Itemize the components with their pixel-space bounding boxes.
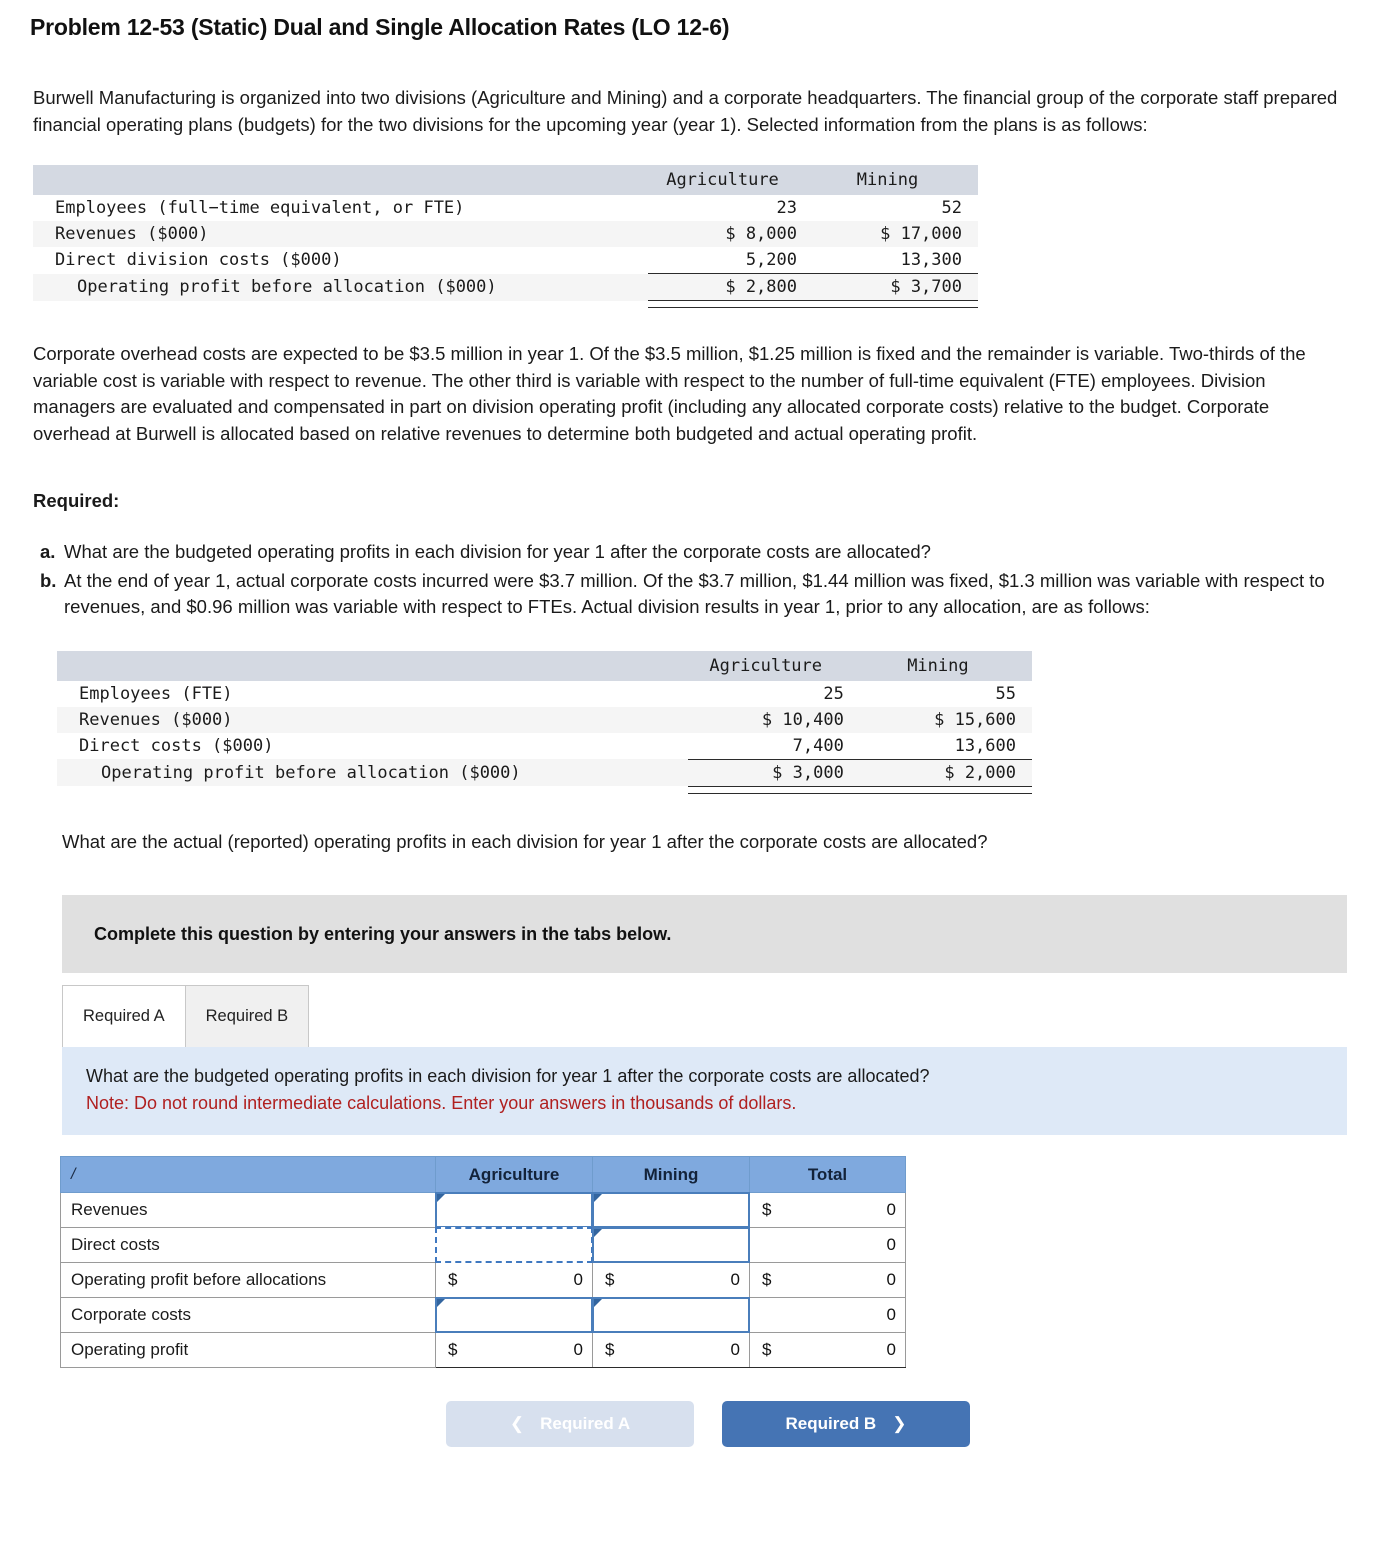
currency-symbol: $ [762, 1200, 772, 1219]
input-corporate-costs-mining[interactable] [593, 1298, 750, 1333]
cell-marker-triangle-icon [437, 1194, 445, 1202]
problem-page [0, 14, 1380, 1548]
tab-required-b[interactable] [185, 985, 310, 1047]
cell-agriculture: 25 [823, 683, 844, 704]
table-row-total [57, 759, 1032, 786]
table-row [33, 195, 978, 221]
answer-row-operating-profit-before [61, 1263, 906, 1298]
cell-agriculture: $ 8,000 [648, 221, 813, 247]
requirement-a [40, 539, 1340, 566]
requirement-text: At the end of year 1, actual corporate costs incurred were $3.7 million. Of the $3.7 million, $1.44 million was fixed, $1.3 million was variable with respect to revenues, and $0.96 million was variable with respect to FTEs. Actual division results in year 1, prior to any allocation, are as follows: [64, 569, 1325, 617]
input-border-selected [435, 1227, 593, 1263]
budget-table [33, 165, 978, 308]
value-amount: 0 [886, 1200, 896, 1219]
cell-agriculture: 7,400 [792, 735, 844, 756]
instruction-question: What are the budgeted operating profits in each division for year 1 after the corporate costs are allocated? [86, 1066, 930, 1086]
cell-agriculture: 5,200 [745, 250, 797, 270]
answer-row-label: Direct costs [61, 1228, 436, 1263]
overhead-paragraph: Corporate overhead costs are expected to be $3.5 million in year 1. Of the $3.5 million, $1.25 million is fixed and the remainder is variable. Two-thirds of the variable cost is variable with respect to revenue. The other third is variable with respect to the number of full-time equivalent (FTE) employees. Division managers are evaluated and compensated in part on division operating profit (including any allocated corporate costs) relative to the budget. Corporate overhead at Burwell is allocated based on relative revenues to determine both budgeted and actual operating profit. [33, 343, 1306, 444]
prev-button-label: Required A [540, 1414, 631, 1433]
col-header-blank [57, 651, 688, 681]
currency-symbol: $ [762, 1340, 772, 1359]
currency-symbol: $ [605, 1270, 615, 1289]
table-double-rule [33, 301, 978, 308]
complete-question-banner [62, 895, 1347, 973]
tab-label: Required A [83, 1007, 165, 1025]
cell-mining: 13,300 [900, 250, 962, 270]
answer-row-label: Corporate costs [61, 1298, 436, 1333]
col-header-mining: Mining [860, 651, 1032, 681]
input-border [592, 1297, 750, 1333]
row-label: Direct costs ($000) [79, 735, 274, 756]
value-amount: 0 [886, 1270, 896, 1289]
cell-marker-triangle-icon [437, 1299, 445, 1307]
banner-text: Complete this question by entering your answers in the tabs below. [94, 923, 672, 944]
tab-required-a[interactable] [62, 985, 186, 1047]
answer-header-row [61, 1157, 906, 1193]
answer-row-direct-costs [61, 1228, 906, 1263]
value-amount: 0 [886, 1235, 896, 1254]
next-required-b-button[interactable] [722, 1401, 970, 1447]
answer-row-revenues [61, 1193, 906, 1228]
table-header-row [57, 651, 1032, 681]
input-border [592, 1227, 750, 1263]
table-row [57, 707, 1032, 733]
answer-col-header-mining: Mining [593, 1157, 750, 1193]
cell-marker-triangle-icon [594, 1194, 602, 1202]
cell-agriculture: $ 2,800 [648, 274, 813, 301]
input-direct-costs-mining[interactable] [593, 1228, 750, 1263]
cell-marker-triangle-icon [594, 1299, 602, 1307]
requirement-marker: a. [40, 541, 56, 562]
instruction-note: Note: Do not round intermediate calculations. Enter your answers in thousands of dollars. [86, 1093, 797, 1113]
value-opbefore-mining [593, 1263, 750, 1298]
value-amount: 0 [730, 1270, 740, 1289]
input-revenues-mining[interactable] [593, 1193, 750, 1228]
table-row [57, 733, 1032, 760]
table-row [33, 221, 978, 247]
page-title: Problem 12-53 (Static) Dual and Single Allocation Rates (LO 12-6) [30, 14, 730, 40]
tab-label: Required B [205, 1007, 289, 1025]
table-header-row [33, 165, 978, 195]
currency-symbol: $ [605, 1340, 615, 1359]
navigation-buttons [0, 1401, 1380, 1447]
requirement-marker: b. [40, 569, 57, 591]
col-header-blank [33, 165, 648, 195]
tab-bar [62, 985, 1347, 1047]
row-label: Direct division costs ($000) [55, 250, 342, 271]
value-amount: 0 [886, 1340, 896, 1359]
cell-agriculture: $ 3,000 [688, 759, 860, 786]
cell-mining: 13,600 [954, 735, 1016, 756]
row-label: Employees (FTE) [79, 683, 233, 704]
answer-row-label: Operating profit [61, 1333, 436, 1368]
input-direct-costs-agriculture[interactable] [436, 1228, 593, 1263]
value-opprofit-agriculture [436, 1333, 593, 1368]
cell-agriculture: $ 10,400 [688, 707, 860, 733]
value-opbefore-total [750, 1263, 906, 1298]
answer-col-header-agriculture: Agriculture [436, 1157, 593, 1193]
value-revenues-total [750, 1193, 906, 1228]
table-row [57, 681, 1032, 707]
cell-marker-triangle-icon [594, 1229, 602, 1237]
cell-mining: 55 [995, 683, 1016, 704]
answer-entry-table [60, 1156, 906, 1368]
cell-mining: $ 3,700 [813, 274, 978, 301]
required-heading: Required: [33, 490, 120, 511]
actual-question-paragraph: What are the actual (reported) operating profits in each division for year 1 after the corporate costs are allocated? [62, 830, 988, 852]
col-header-agriculture: Agriculture [648, 165, 813, 195]
table-row [33, 247, 978, 274]
prev-required-a-button[interactable] [446, 1401, 694, 1447]
value-opprofit-mining [593, 1333, 750, 1368]
answer-col-header-slash: / [61, 1157, 436, 1193]
row-label: Employees (full−time equivalent, or FTE) [55, 198, 465, 218]
input-revenues-agriculture[interactable] [436, 1193, 593, 1228]
value-amount: 0 [730, 1340, 740, 1359]
answer-row-label: Operating profit before allocations [61, 1263, 436, 1298]
value-corporate-costs-total [750, 1298, 906, 1333]
instruction-panel [62, 1047, 1347, 1135]
value-amount: 0 [573, 1270, 583, 1289]
value-opprofit-total [750, 1333, 906, 1368]
input-border [592, 1192, 750, 1228]
next-button-label: Required B [785, 1414, 877, 1433]
currency-symbol: $ [448, 1340, 458, 1359]
cell-mining: $ 15,600 [860, 707, 1032, 733]
value-amount: 0 [886, 1305, 896, 1324]
chevron-left-icon: ❮ [509, 1414, 525, 1433]
requirement-text: What are the budgeted operating profits in each division for year 1 after the corporate costs are allocated? [64, 541, 931, 562]
value-opbefore-agriculture [436, 1263, 593, 1298]
value-direct-costs-total [750, 1228, 906, 1263]
table-row-total [33, 274, 978, 301]
answer-row-operating-profit [61, 1333, 906, 1368]
answer-row-corporate-costs [61, 1298, 906, 1333]
chevron-right-icon: ❯ [892, 1414, 907, 1433]
row-label: Revenues ($000) [33, 221, 648, 247]
currency-symbol: $ [448, 1270, 458, 1289]
actual-results-table [57, 651, 1032, 794]
cell-mining: $ 2,000 [860, 759, 1032, 786]
cell-agriculture: 23 [776, 198, 797, 218]
row-label: Revenues ($000) [57, 707, 688, 733]
col-header-agriculture: Agriculture [688, 651, 860, 681]
answer-table-wrapper [60, 1156, 1380, 1368]
intro-paragraph: Burwell Manufacturing is organized into two divisions (Agriculture and Mining) and a corporate headquarters. The financial group of the corporate staff prepared financial operating plans (budgets) for the two divisions for the upcoming year (year 1). Selected information from the plans is as follows: [33, 87, 1338, 135]
currency-symbol: $ [762, 1270, 772, 1289]
input-corporate-costs-agriculture[interactable] [436, 1298, 593, 1333]
cell-mining: 52 [941, 198, 962, 218]
col-header-mining: Mining [813, 165, 978, 195]
answer-row-label: Revenues [61, 1193, 436, 1228]
row-label: Operating profit before allocation ($000) [57, 759, 688, 786]
requirement-b [40, 568, 1340, 621]
input-border [435, 1192, 593, 1228]
input-border [435, 1297, 593, 1333]
value-amount: 0 [573, 1340, 583, 1359]
cell-mining: $ 17,000 [813, 221, 978, 247]
requirements-list [40, 539, 1340, 621]
table-double-rule [57, 786, 1032, 793]
row-label: Operating profit before allocation ($000) [33, 274, 648, 301]
answer-col-header-total: Total [750, 1157, 906, 1193]
